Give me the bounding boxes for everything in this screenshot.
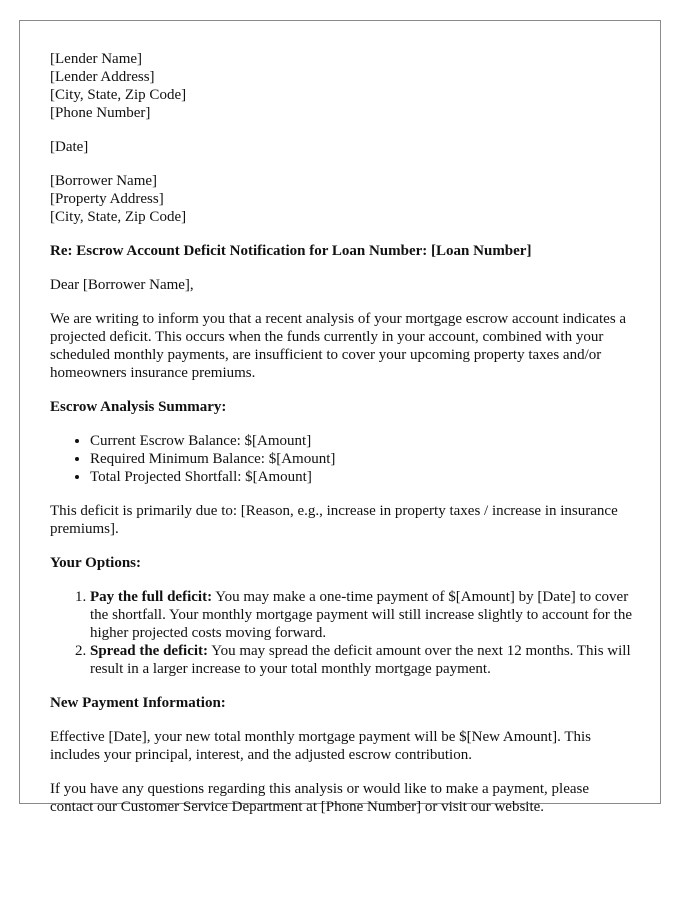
option-pay-full-title: Pay the full deficit:	[90, 589, 213, 605]
closing-paragraph: If you have any questions regarding this analysis or would like to make a payment, please contact our Customer Service Department at [Phone Number] or visit our website.	[50, 781, 590, 815]
summary-item-required-minimum: • Required Minimum Balance: $[Amount]	[90, 450, 636, 468]
summary-heading: Escrow Analysis Summary:	[50, 399, 227, 415]
option-pay-full-text: You may make a one-time payment of $[Amount] by [Date] to cover the shortfall. Your monthly mortgage payment will still increase slightly to account for the higher projected costs moving forward.	[90, 589, 632, 641]
subject-line: Re: Escrow Account Deficit Notification for Loan Number: [Loan Number]	[50, 243, 532, 259]
option-pay-full	[90, 588, 636, 642]
intro-paragraph: We are writing to inform you that a recent analysis of your mortgage escrow account indicates a projected deficit. This occurs when the funds currently in your account, combined with your scheduled monthly payments, are insufficient to cover your upcoming property taxes and/or homeowners insurance premiums.	[50, 311, 627, 381]
borrower-city-state-zip: [City, State, Zip Code]	[50, 209, 187, 225]
lender-phone: [Phone Number]	[50, 105, 151, 121]
borrower-name: [Borrower Name]	[50, 173, 158, 189]
borrower-block	[50, 172, 636, 226]
lender-address: [Lender Address]	[50, 69, 155, 85]
summary-item-current-balance: • Current Escrow Balance: $[Amount]	[90, 432, 636, 450]
payment-info-paragraph: Effective [Date], your new total monthly mortgage payment will be $[New Amount]. This includes your principal, interest, and the adjusted escrow contribution.	[50, 729, 591, 763]
option-spread	[90, 642, 636, 678]
options-list	[50, 588, 636, 678]
salutation: Dear [Borrower Name],	[50, 277, 194, 293]
options-heading: Your Options:	[50, 555, 141, 571]
letter-date: [Date]	[50, 139, 89, 155]
borrower-property-address: [Property Address]	[50, 191, 164, 207]
summary-list	[50, 432, 636, 486]
letter-content	[50, 50, 636, 832]
lender-city-state-zip: [City, State, Zip Code]	[50, 87, 187, 103]
lender-name: [Lender Name]	[50, 51, 143, 67]
payment-info-heading: New Payment Information:	[50, 695, 226, 711]
option-spread-title: Spread the deficit:	[90, 643, 209, 659]
option-spread-text: You may spread the deficit amount over the next 12 months. This will result in a larger increase to your total monthly mortgage payment.	[90, 643, 631, 677]
lender-block	[50, 50, 636, 122]
letter-page	[19, 20, 661, 815]
reason-paragraph: This deficit is primarily due to: [Reason, e.g., increase in property taxes / increase in insurance premiums].	[50, 503, 618, 537]
summary-item-total-shortfall: • Total Projected Shortfall: $[Amount]	[90, 468, 636, 486]
